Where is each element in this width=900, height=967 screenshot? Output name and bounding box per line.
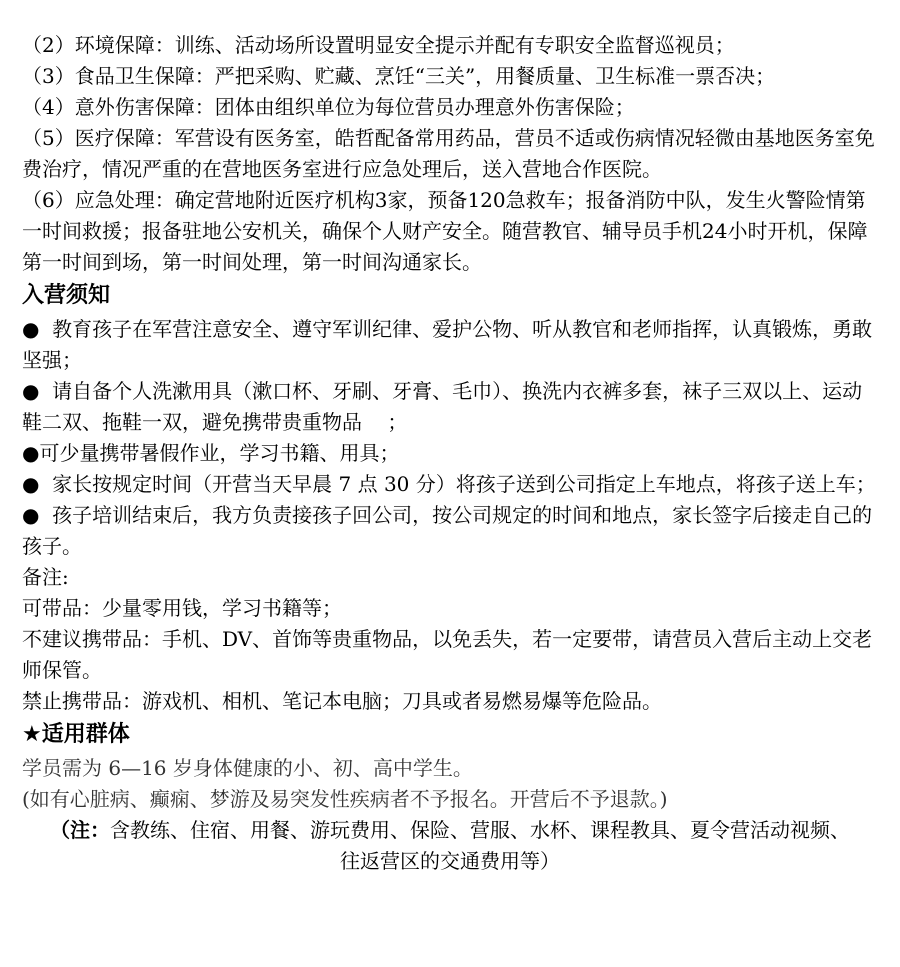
fee-note-line-1-text: 含教练、住宿、用餐、游玩费用、保险、营服、水杯、课程教具、夏令营活动视频、 [110,818,850,842]
audience-exclusion-line: (如有心脏病、癫痫、梦游及易突发性疾病者不予报名。开营后不予退款。) [22,787,668,811]
audience-age-line: 学员需为 6—16 岁身体健康的小、初、高中学生。 [22,756,473,780]
remark-allowed: 可带品：少量零用钱，学习书籍等； [22,596,342,620]
guarantee-item-accident: （4）意外伤害保障：团体由组织单位为每位营员办理意外伤害保险； [22,95,635,119]
guarantee-item-environment: （2）环境保障：训练、活动场所设置明显安全提示并配有专职安全监督巡视员； [22,33,735,57]
fee-note-prefix: （注： [50,818,110,842]
guarantee-item-emergency: （6）应急处理：确定营地附近医疗机构3家，预备120急救车；报备消防中队，发生火警险情第一时间救援；报备驻地公安机关，确保个人财产安全。随营教官、辅导员手机24小时开机，保障第一时间到场，第一时间处理，第一时间沟通家长。 [22,188,868,274]
remarks-label: 备注: [22,565,69,589]
notice-item: ● 家长按规定时间（开营当天早晨 7 点 30 分）将孩子送到公司指定上车地点，将孩子送上车； [22,472,876,496]
guarantee-item-medical: （5）医疗保障：军营设有医务室，皓哲配备常用药品，营员不适或伤病情况轻微由基地医务室免费治疗，情况严重的在营地医务室进行应急处理后，送入营地合作医院。 [22,126,875,181]
notice-item: ● 请自备个人洗漱用具（漱口杯、牙刷、牙膏、毛巾）、换洗内衣裤多套，袜子三双以上、运动鞋二双、拖鞋一双，避免携带贵重物品 ； [22,379,863,434]
notice-item: ● 教育孩子在军营注意安全、遵守军训纪律、爱护公物、听从教官和老师指挥，认真锻炼，勇敢坚强； [22,317,873,372]
notice-item: ●可少量携带暑假作业，学习书籍、用具； [22,441,400,465]
guarantee-section [22,30,878,278]
notice-heading: 入营须知 [22,283,111,308]
guarantee-item-food: （3）食品卫生保障：严把采购、贮藏、烹饪“三关”，用餐质量、卫生标准一票否决； [22,64,776,88]
fee-note-line-2: 往返营区的交通费用等） [340,849,560,873]
audience-heading: ★适用群体 [22,722,130,747]
notice-section [22,314,878,717]
audience-section [22,753,878,815]
fee-note [22,815,878,877]
notice-item: ● 孩子培训结束后，我方负责接孩子回公司，按公司规定的时间和地点，家长签字后接走自己的孩子。 [22,503,873,558]
fee-note-line-1 [22,815,878,846]
remark-not-recommended: 不建议携带品：手机、DV、首饰等贵重物品，以免丢失，若一定要带，请营员入营后主动上交老师保管。 [22,627,873,682]
remark-forbidden: 禁止携带品：游戏机、相机、笔记本电脑；刀具或者易燃易爆等危险品。 [22,689,662,713]
